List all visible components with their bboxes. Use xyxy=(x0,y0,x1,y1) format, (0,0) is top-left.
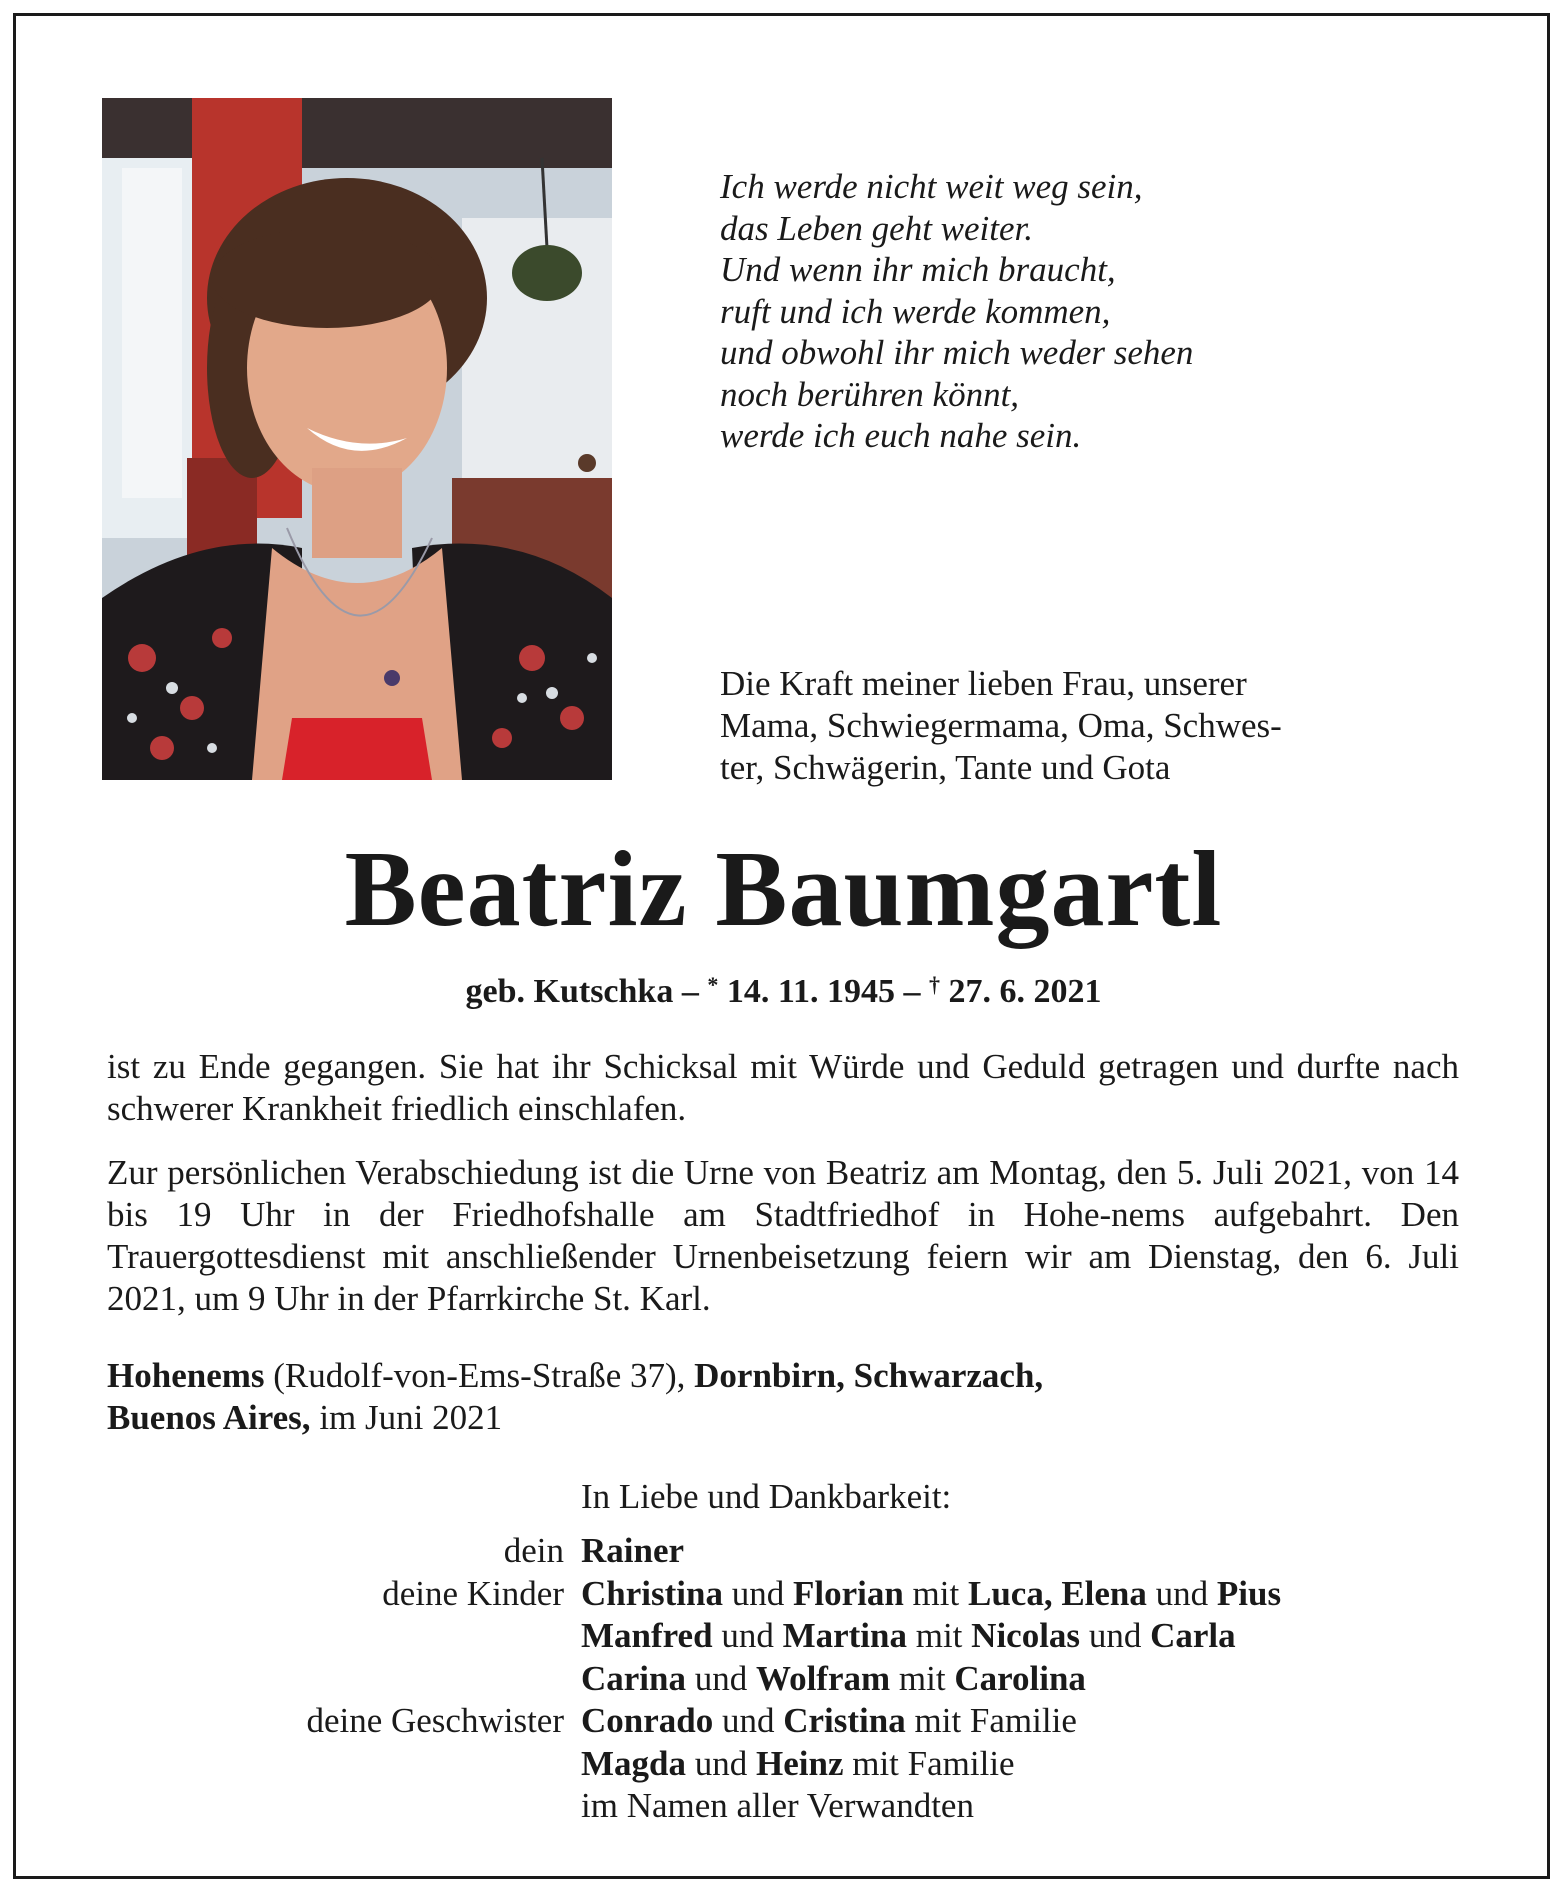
family-name: Martina xyxy=(782,1616,907,1655)
intro-line: ter, Schwägerin, Tante und Gota xyxy=(720,748,1171,787)
connector: und xyxy=(713,1701,784,1740)
family-name: Nicolas xyxy=(971,1616,1081,1655)
family-role: deine Kinder xyxy=(382,1573,564,1613)
poem-line: ruft und ich werde kommen, xyxy=(720,291,1111,331)
family-name: Christina xyxy=(581,1573,723,1613)
family-names xyxy=(581,1658,1086,1701)
poem-line: das Leben geht weiter. xyxy=(720,208,1034,248)
family-name: Luca, Elena xyxy=(967,1573,1147,1613)
family-row xyxy=(0,1785,1567,1828)
family-name: Carolina xyxy=(954,1658,1086,1698)
connector: mit xyxy=(906,1616,972,1655)
family-name: Pius xyxy=(1216,1573,1282,1613)
family-names xyxy=(581,1743,1015,1786)
birth-date: 14. 11. 1945 xyxy=(718,973,895,1010)
portrait-photo xyxy=(102,98,612,780)
family-row xyxy=(0,1573,1567,1616)
life-dates xyxy=(0,965,1567,1012)
connector: mit Familie xyxy=(843,1743,1015,1783)
family-names xyxy=(581,1615,1236,1658)
address: (Rudolf-von-Ems-Straße 37), xyxy=(264,1356,695,1395)
connector: mit Familie xyxy=(905,1701,1077,1740)
paragraph-ceremony: Zur persönlichen Verabschiedung ist die Urne von Beatriz am Montag, den 5. Juli 2021, von 14 bis 19 Uhr in der Friedhofshalle am Stadtfriedhof in Hohe-nems aufgebahrt. Den Trauergottesdienst mit anschließender Urnenbeisetzung feiern wir am Dienstag, den 6. Juli 2021, um 9 Uhr in der Pfarrkirche St. Karl. xyxy=(107,1153,1459,1318)
connector: und xyxy=(686,1658,756,1698)
family-name: Carla xyxy=(1150,1616,1236,1655)
family-name: Manfred xyxy=(581,1616,713,1655)
portrait-image xyxy=(102,98,612,780)
family-row xyxy=(0,1530,1567,1573)
connector: und xyxy=(686,1743,756,1783)
poem-line: noch berühren könnt, xyxy=(720,374,1020,414)
intro-line: Mama, Schwiegermama, Oma, Schwes- xyxy=(720,706,1282,745)
separator: – xyxy=(894,973,929,1010)
relatives-line: im Namen aller Verwandten xyxy=(581,1786,974,1825)
connector: und xyxy=(722,1573,793,1613)
family-row xyxy=(0,1743,1567,1786)
death-date: 27. 6. 2021 xyxy=(939,973,1102,1010)
connector: und xyxy=(1146,1573,1217,1613)
poem-line: werde ich euch nahe sein. xyxy=(720,416,1082,455)
birth-symbol: * xyxy=(707,972,719,997)
intro-line: Die Kraft meiner lieben Frau, unserer xyxy=(720,664,1247,703)
family-name: Conrado xyxy=(581,1701,714,1740)
family-row xyxy=(0,1658,1567,1701)
poem-line: Ich werde nicht weit weg sein, xyxy=(720,167,1143,206)
family-row xyxy=(0,1700,1567,1743)
connector: mit xyxy=(890,1658,955,1698)
family-name: Wolfram xyxy=(756,1658,891,1698)
connector: und xyxy=(712,1616,783,1655)
family-row xyxy=(0,1615,1567,1658)
date: im Juni 2021 xyxy=(310,1398,503,1437)
family-role: deine Geschwister xyxy=(306,1701,564,1740)
separator: – xyxy=(673,973,708,1010)
paragraph-passing: ist zu Ende gegangen. Sie hat ihr Schicksal mit Würde und Geduld getragen und durfte nach schwerer Krankheit friedlich einschlafen. xyxy=(107,1047,1459,1128)
family-names xyxy=(581,1700,1077,1743)
deceased-name: Beatriz Baumgartl xyxy=(344,830,1223,949)
maiden-name: geb. Kutschka xyxy=(465,973,674,1010)
family-list xyxy=(0,1530,1567,1828)
connector: und xyxy=(1080,1616,1151,1655)
poem-line: und obwohl ihr mich weder sehen xyxy=(720,333,1194,372)
city: Buenos Aires, xyxy=(107,1398,311,1437)
family-names xyxy=(581,1573,1281,1616)
cities: Dornbirn, Schwarzach, xyxy=(694,1356,1044,1395)
poem-line: Und wenn ihr mich braucht, xyxy=(720,250,1116,289)
family-name: Carina xyxy=(581,1658,686,1698)
family-role: dein xyxy=(503,1531,564,1570)
family-name: Rainer xyxy=(581,1531,685,1570)
family-name: Florian xyxy=(792,1573,904,1613)
family-name: Cristina xyxy=(783,1701,906,1740)
family-names xyxy=(581,1530,684,1573)
place-and-date xyxy=(107,1355,1459,1439)
intro-text xyxy=(720,663,1438,789)
family-name: Magda xyxy=(581,1743,686,1783)
family-name: Heinz xyxy=(756,1743,844,1783)
city: Hohenems xyxy=(107,1356,265,1395)
poem xyxy=(720,166,1480,457)
connector: mit xyxy=(903,1573,968,1613)
death-symbol: † xyxy=(928,972,940,997)
signoff: In Liebe und Dankbarkeit: xyxy=(581,1477,952,1516)
